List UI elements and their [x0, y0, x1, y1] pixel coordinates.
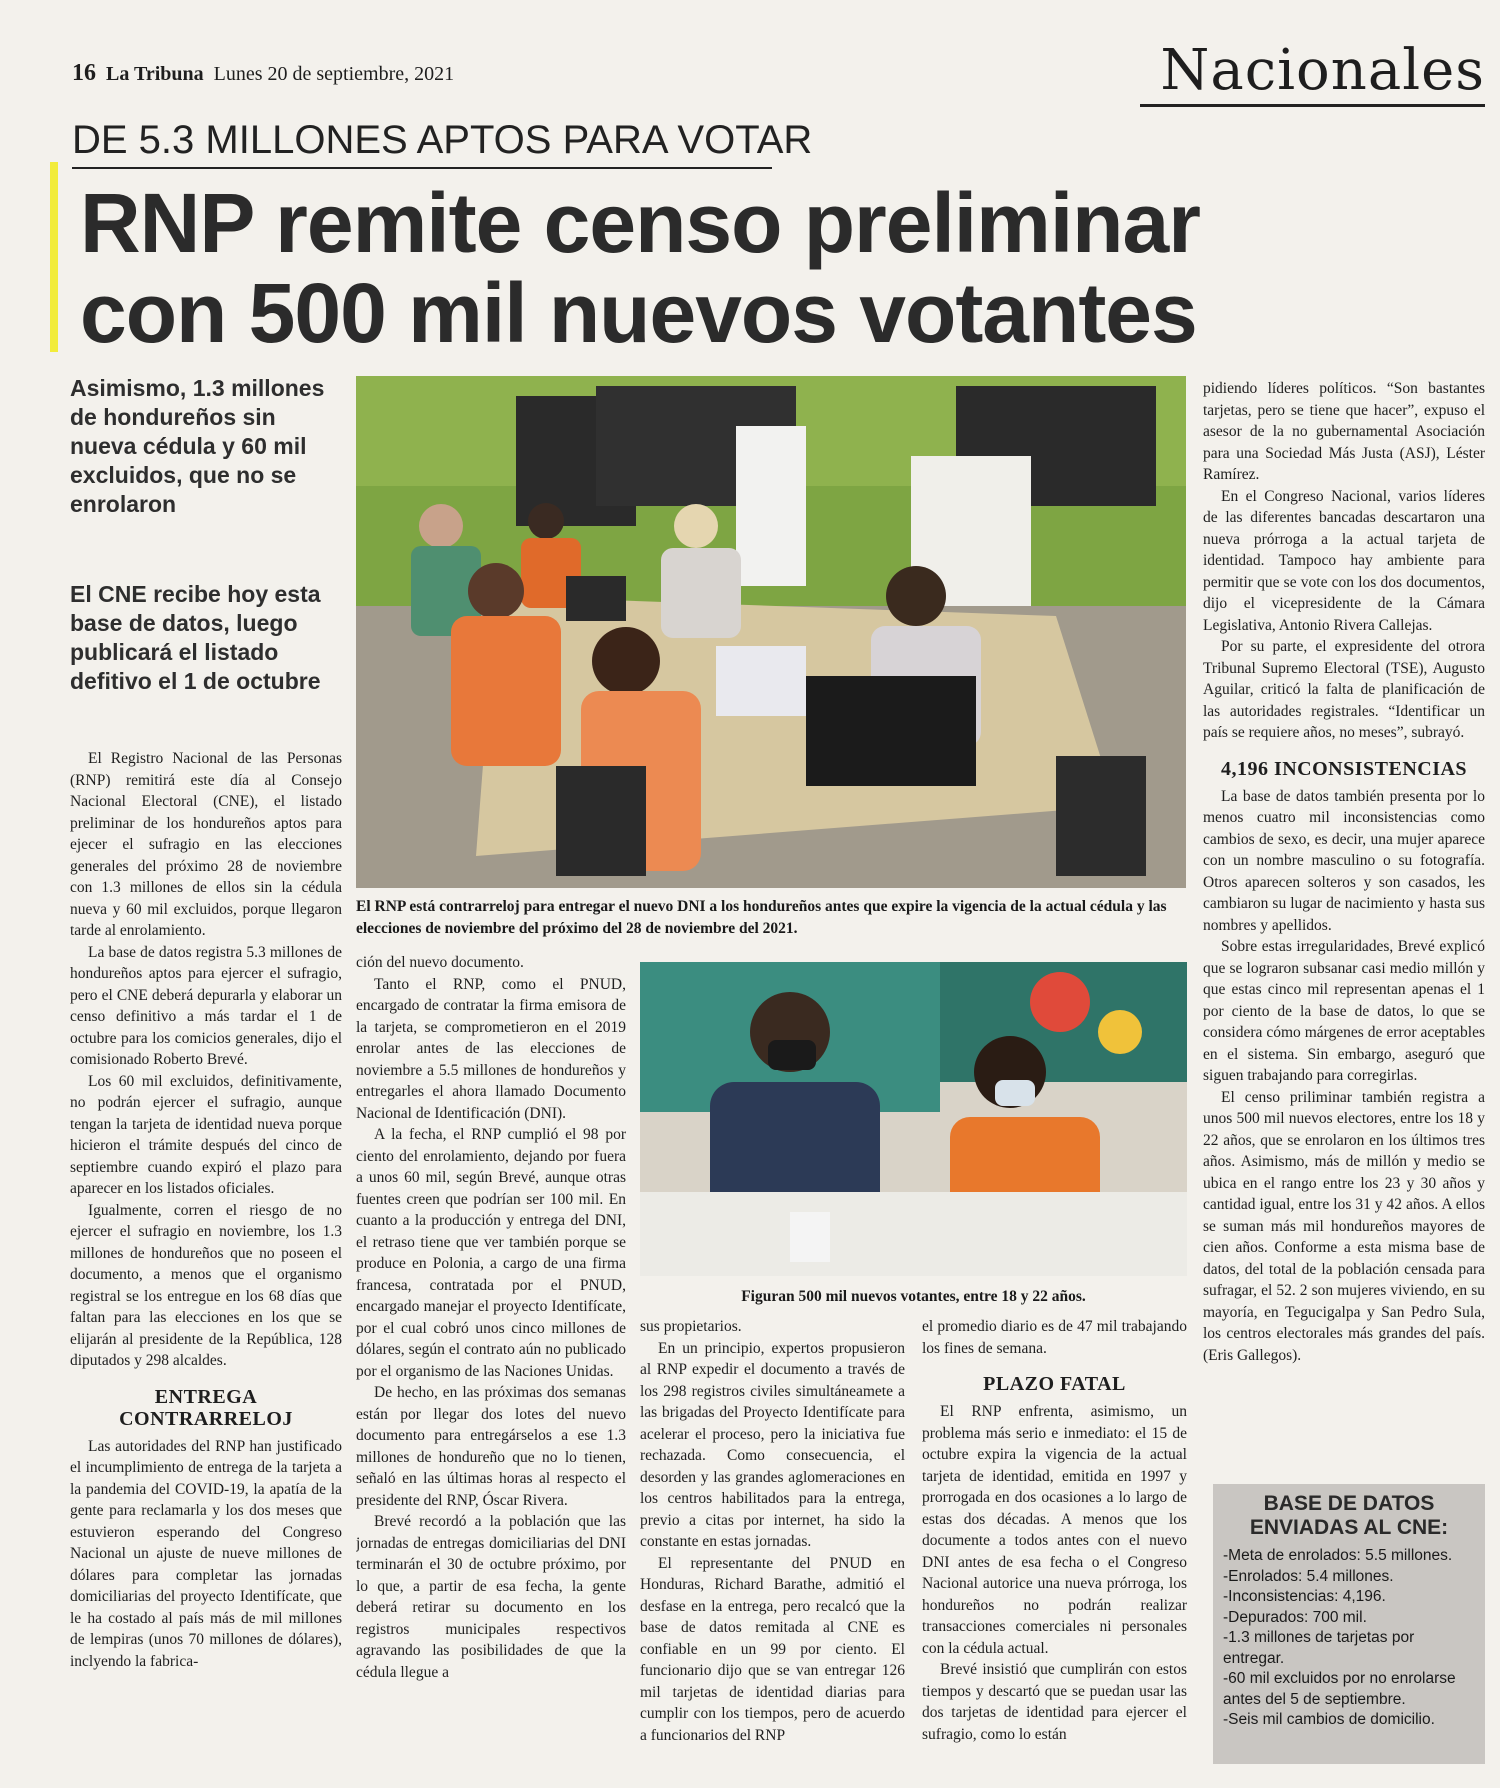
section-title: Nacionales — [1160, 38, 1485, 103]
publication-date: Lunes 20 de septiembre, 2021 — [213, 63, 455, 85]
paragraph: Brevé insistió que cumplirán con estos tiempos y descartó que se puedan usar las dos tarjetas de identidad para ejercer el sufragio, como lo están — [922, 1661, 1187, 1743]
paragraph: Igualmente, corren el riesgo de no ejercer el sufragio en noviembre, los 1.3 millones de hondureños que no poseen el documento, a menos que el organismo registral se los entregue en los 68 días que faltan para las elecciones en los que se elijarán al presidente de la República, 128 diputados y 298 alcaldes. — [70, 1201, 342, 1369]
paragraph: pidiendo líderes políticos. “Son bastantes tarjetas, pero se tiene que hacer”, expuso el asesor de la no gubernamental Asociación para una Sociedad Más Justa (ASJ), Léster Ramírez. — [1203, 380, 1485, 483]
subhead-entrega-contrarreloj: ENTREGA CONTRARRELOJ — [119, 1385, 293, 1430]
paragraph: Las autoridades del RNP han justificado el incumplimiento de entrega de la tarjeta a la pandemia del COVID-19, la apatía de la gente para reclamarla y los dos meses que estuvieron esperando del Congreso Nacional un ajuste de nueve millones de dólares para completar las jornadas domiciliarias del proyecto Identifícate, que le ha costado al país más de mil millones de lempiras (unos 70 millones de dólares), inclyendo la fabrica- — [70, 1437, 342, 1670]
deck-2: El CNE recibe hoy esta base de datos, luego publicará el listado defitivo el 1 de octubre — [70, 581, 321, 694]
factbox-base-de-datos — [1213, 1484, 1485, 1764]
column-3 — [640, 1316, 905, 1768]
paragraph: La base de datos registra 5.3 millones de hondureños aptos para ejercer el sufragio, pero el CNE deberá depurarla y elaborar un censo definitivo a más tardar el 1 de octubre para los comicios generales, dijo el comisionado Roberto Brevé. — [70, 943, 342, 1068]
paragraph: La base de datos también presenta por lo menos cuatro mil inconsistencias como cambios de sexo, es decir, una mujer aparece con un nombre masculino o su fotografía. Otros aparecen solteros y son casados, les cambiaron su lugar de nacimiento y hasta sus nombres y apellidos. — [1203, 787, 1485, 934]
paragraph: A la fecha, el RNP cumplió el 98 por ciento del enrolamiento, dejando por fuera a unos 60 mil, según Brevé, aunque otras fuentes creen que podrían ser 100 mil. En cuanto a la producción y entrega del DNI, el retraso tiene que ver también porque se produce en Polonia, a cargo de una firma francesa, contratada por el PNUD, encargado manejar el proyecto Identifícate, por el cual cobró unos cinco millones de dólares, según el contrato aún no publicado por el organismo de las Naciones Unidas. — [356, 1126, 626, 1380]
column-2 — [356, 952, 626, 1768]
paragraph: ción del nuevo documento. — [356, 954, 524, 971]
paragraph: De hecho, en las próximas dos semanas están por llegar dos lotes del nuevo documento para entregárselos a ese 1.3 millones de hondureño que no lo tienen, señaló en las últimas horas al respecto el presidente del RNP, Óscar Rivera. — [356, 1384, 626, 1509]
factbox-item: -Seis mil cambios de domicilio. — [1223, 1711, 1435, 1728]
paragraph: el promedio diario es de 47 mil trabajando los fines de semana. — [922, 1318, 1187, 1357]
factbox-item: -Meta de enrolados: 5.5 millones. — [1223, 1547, 1453, 1564]
factbox-item: -Enrolados: 5.4 millones. — [1223, 1567, 1394, 1585]
factbox-item: -Depurados: 700 mil. — [1223, 1608, 1367, 1626]
paragraph: El Registro Nacional de las Personas (RNP) remitirá este día al Consejo Nacional Electoral (CNE), el listado preliminar de los hondureños aptos para ejecer el sufragio en las elecciones generales del próximo 28 de noviembre con 1.3 millones de ellos sin la cédula nueva y 60 mil excluidos, porque llegaron tarde al enrolamiento. — [70, 750, 342, 939]
publication-name: La Tribuna — [106, 63, 204, 85]
column-5 — [1203, 378, 1485, 1486]
photo-enrollment-office-illustration — [356, 376, 1186, 888]
headline — [80, 178, 1480, 358]
factbox-title: BASE DE DATOS ENVIADAS AL CNE: — [1249, 1492, 1449, 1539]
factbox-item: -Inconsistencias: 4,196. — [1223, 1588, 1386, 1605]
paragraph: Los 60 mil excluidos, definitivamente, no podrán ejercer el sufragio, aunque tengan la tarjeta de identidad nueva porque hicieron el trámite después del cinco de septiembre cuando expiró el plazo para aparecer en los listados oficiales. — [70, 1072, 342, 1197]
kicker: DE 5.3 MILLONES APTOS PARA VOTAR — [72, 118, 813, 162]
subhead-plazo-fatal: PLAZO FATAL — [983, 1373, 1126, 1395]
factbox-item: -60 mil excluidos por no enrolarse antes del 5 de septiembre. — [1223, 1670, 1456, 1708]
paragraph: En un principio, expertos propusieron al RNP expedir el documento a través de los 298 registros civiles simultáneamete a las brigadas del Proyecto Identifícate para acelerar el proceso, pero la iniciativa fue rechazada. Como consecuencia, el desorden y las grandes aglomeraciones en los centros habilitados para la entrega, previo a citas por internet, ha sido la constante en estas jornadas. — [640, 1339, 905, 1550]
factbox-item: -1.3 millones de tarjetas por entregar. — [1223, 1629, 1415, 1667]
photo-dni-delivery-illustration — [640, 962, 1187, 1276]
headline-line-1: RNP remite censo preliminar — [80, 176, 1200, 270]
paragraph: El RNP enfrenta, asimismo, un problema más serio e inmediato: el 15 de octubre expira la vigencia de la actual tarjeta de identidad, emitida en 1997 y prorrogada en dos ocasiones a lo largo de estas dos décadas. A menos que los documente a todos antes con el nuevo DNI antes de esa fecha o el Congreso Nacional autorice una nueva prórroga, los hondureños no podrán realizar transacciones comerciales ni personales con la cédula actual. — [922, 1403, 1187, 1657]
paragraph: El representante del PNUD en Honduras, Richard Barathe, admitió el desfase en la entrega, pero recalcó que la base de datos remitada al CNE es confiable en un 99 por ciento. El funcionario dijo que se van entregar 126 mil tarjetas de identidad diarias para cumplir con los tiempos, pero de acuerdo a funcionarios del RNP — [640, 1554, 905, 1744]
page-number: 16 — [72, 60, 96, 86]
highlighter-mark — [50, 162, 58, 352]
folio — [72, 60, 672, 94]
deck-1: Asimismo, 1.3 millones de hondureños sin nueva cédula y 60 mil excluidos, que no se enrolaron — [70, 375, 325, 517]
paragraph: sus propietarios. — [640, 1318, 742, 1335]
paragraph: Brevé recordó a la población que las jornadas de entregas domiciliarias del DNI terminarán el 30 de octubre próximo, por lo que, a partir de esa fecha, la gente deberá retirar su documento en los registros municipales respectivos agravando las posibilidades de que la cédula llegue a — [356, 1513, 626, 1681]
photo-dni-delivery — [640, 962, 1187, 1276]
paragraph: Tanto el RNP, como el PNUD, encargado de contratar la firma emisora de la tarjeta, se comprometieron en el 2019 enrolar antes de las elecciones de noviembre a 5.5 millones de hondureños y entregarles el ahora llamado Documento Nacional de Identificación (DNI). — [356, 975, 626, 1122]
subhead-inconsistencias: 4,196 INCONSISTENCIAS — [1220, 757, 1468, 780]
paragraph: En el Congreso Nacional, varios líderes de las diferentes bancadas descartaron una nueva prórroga a la actual tarjeta de identidad. Tampoco hay ambiente para permitir que se vote con los dos documentos, dijo el vicepresidente de la Cámara Legislativa, Antonio Rivera Callejas. — [1203, 487, 1485, 634]
column-4 — [922, 1316, 1187, 1768]
paragraph: El censo priliminar también registra a unos 500 mil nuevos electores, entre los 18 y 22 años, que se enrolaron en los últimos tres años. Asimismo, más de millón y medio se ubica en el rango entre los 23 y 30 años y cantidad igual, entre los 31 y 42 años. A ellos se suman más mil hondureños mayores de cien años. Conforme a esta misma base de datos, del total de la población censada para sufragar, el 52. 2 son mujeres viviendo, en su mayoría, en Tegucigalpa y San Pedro Sula, los centros electorales más grandes del país. (Eris Gallegos). — [1203, 1088, 1485, 1364]
headline-line-2: con 500 mil nuevos votantes — [80, 266, 1197, 360]
caption-photo-1: El RNP está contrarreloj para entregar el nuevo DNI a los hondureños antes que expire la vigencia de la actual cédula y las elecciones de noviembre del próximo del 28 de noviembre del 2021. — [356, 898, 1167, 937]
kicker-underline — [72, 167, 772, 169]
caption-photo-2: Figuran 500 mil nuevos votantes, entre 18 y 22 años. — [741, 1288, 1086, 1305]
section-rule — [1140, 104, 1485, 107]
column-1 — [70, 748, 342, 1768]
photo-enrollment-office — [356, 376, 1186, 888]
paragraph: Por su parte, el expresidente del otrora Tribunal Supremo Electoral (TSE), Augusto Aguilar, criticó la falta de planificación de las autoridades registrales. “Identificar un país se requiere años, no meses”, subrayó. — [1203, 638, 1485, 741]
paragraph: Sobre estas irregularidades, Brevé explicó que se lograron subsanar casi medio millón y que estas cinco mil representan apenas el 1 por ciento de la base de datos, lo que se considera cómo márgenes de error aceptables en el sistema. Sin embargo, aseguró que siguen trabajando para corregirlas. — [1203, 938, 1485, 1084]
